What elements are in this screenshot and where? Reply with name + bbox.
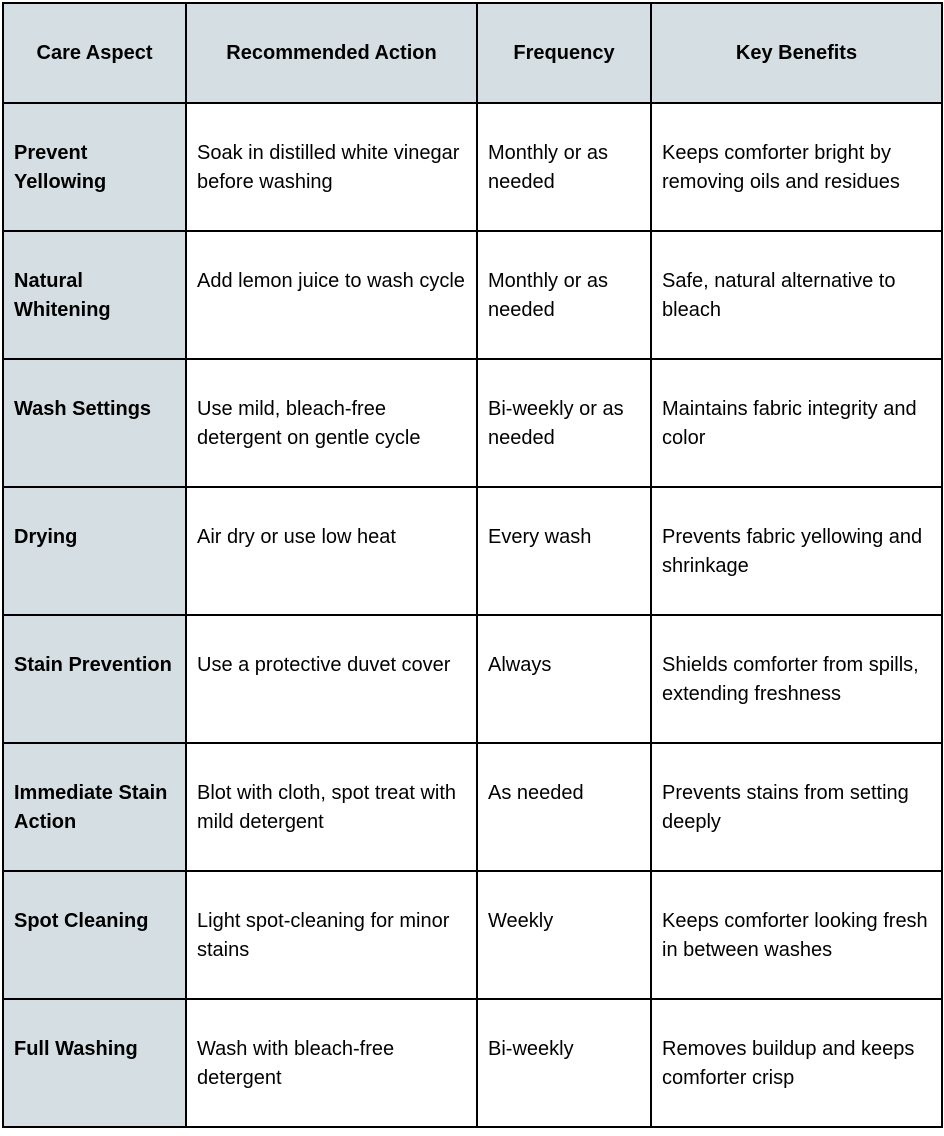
- cell-frequency: Monthly or as needed: [477, 231, 651, 359]
- cell-recommended-action: Light spot-cleaning for minor stains: [186, 871, 477, 999]
- cell-recommended-action: Air dry or use low heat: [186, 487, 477, 615]
- cell-frequency: Monthly or as needed: [477, 103, 651, 231]
- cell-frequency: As needed: [477, 743, 651, 871]
- table-header: [3, 3, 942, 103]
- header-recommended-action: Recommended Action: [186, 3, 477, 103]
- cell-key-benefits: Keeps comforter bright by removing oils and residues: [651, 103, 942, 231]
- cell-key-benefits: Maintains fabric integrity and color: [651, 359, 942, 487]
- cell-recommended-action: Use mild, bleach-free detergent on gentle cycle: [186, 359, 477, 487]
- cell-frequency: Bi-weekly or as needed: [477, 359, 651, 487]
- table-row: [3, 103, 942, 231]
- care-table: [2, 2, 943, 1128]
- cell-frequency: Always: [477, 615, 651, 743]
- cell-care-aspect: Full Washing: [3, 999, 186, 1127]
- cell-recommended-action: Add lemon juice to wash cycle: [186, 231, 477, 359]
- cell-frequency: Every wash: [477, 487, 651, 615]
- table-row: [3, 487, 942, 615]
- table-body: [3, 103, 942, 1127]
- cell-recommended-action: Blot with cloth, spot treat with mild detergent: [186, 743, 477, 871]
- cell-key-benefits: Safe, natural alternative to bleach: [651, 231, 942, 359]
- cell-care-aspect: Wash Settings: [3, 359, 186, 487]
- cell-care-aspect: Drying: [3, 487, 186, 615]
- cell-care-aspect: Prevent Yellowing: [3, 103, 186, 231]
- cell-key-benefits: Prevents fabric yellowing and shrinkage: [651, 487, 942, 615]
- cell-care-aspect: Immediate Stain Action: [3, 743, 186, 871]
- cell-frequency: Bi-weekly: [477, 999, 651, 1127]
- table-row: [3, 871, 942, 999]
- table-row: [3, 615, 942, 743]
- cell-recommended-action: Wash with bleach-free detergent: [186, 999, 477, 1127]
- cell-care-aspect: Stain Prevention: [3, 615, 186, 743]
- cell-recommended-action: Use a protective duvet cover: [186, 615, 477, 743]
- header-care-aspect: Care Aspect: [3, 3, 186, 103]
- cell-key-benefits: Shields comforter from spills, extending freshness: [651, 615, 942, 743]
- table-row: [3, 999, 942, 1127]
- header-frequency: Frequency: [477, 3, 651, 103]
- cell-key-benefits: Prevents stains from setting deeply: [651, 743, 942, 871]
- cell-key-benefits: Removes buildup and keeps comforter crisp: [651, 999, 942, 1127]
- cell-care-aspect: Spot Cleaning: [3, 871, 186, 999]
- header-key-benefits: Key Benefits: [651, 3, 942, 103]
- cell-recommended-action: Soak in distilled white vinegar before washing: [186, 103, 477, 231]
- table-row: [3, 359, 942, 487]
- header-row: [3, 3, 942, 103]
- table-row: [3, 743, 942, 871]
- cell-key-benefits: Keeps comforter looking fresh in between washes: [651, 871, 942, 999]
- cell-frequency: Weekly: [477, 871, 651, 999]
- table-row: [3, 231, 942, 359]
- cell-care-aspect: Natural Whitening: [3, 231, 186, 359]
